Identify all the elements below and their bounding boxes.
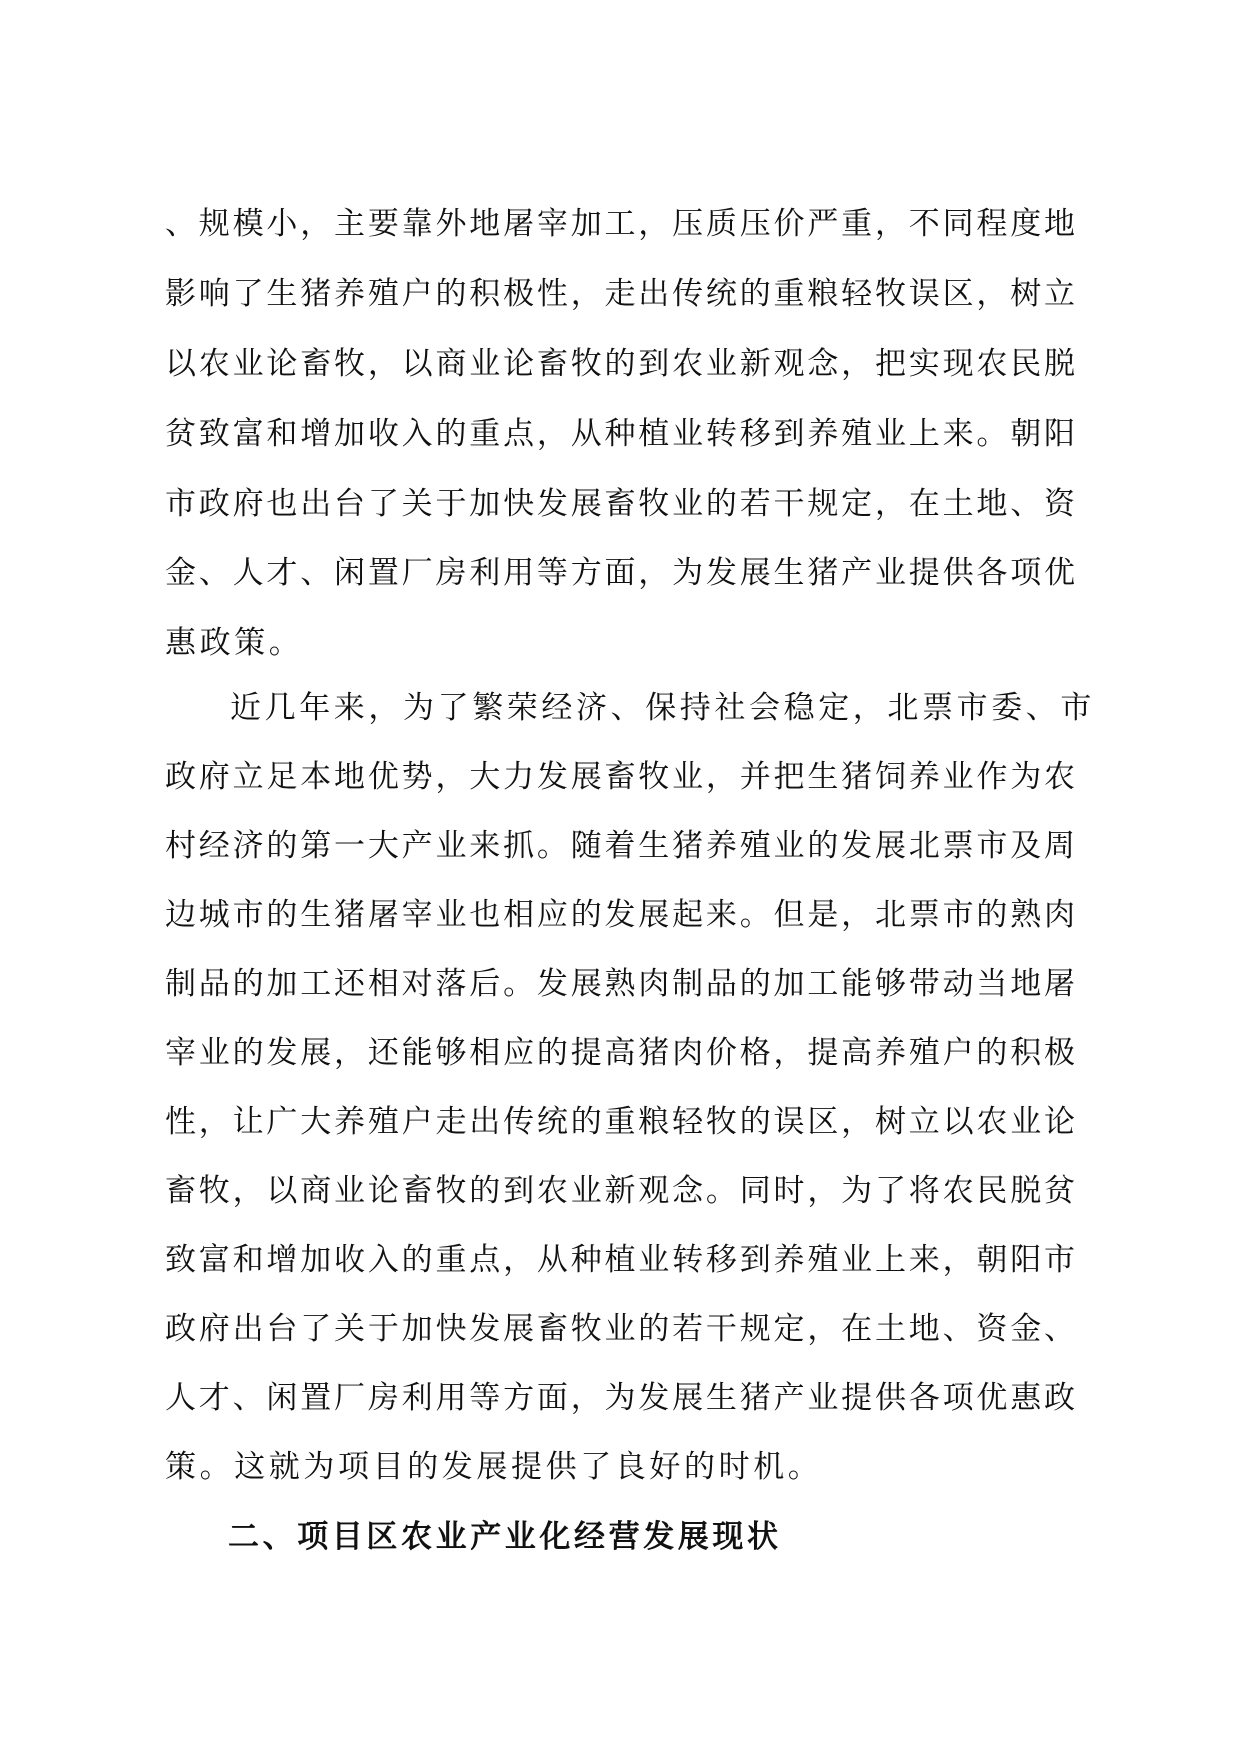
paragraph-2-line-2: 政府立足本地优势，大力发展畜牧业，并把生猪饲养业作为农: [165, 759, 1075, 795]
paragraph-1-line-5: 市政府也出台了关于加快发展畜牧业的若干规定，在土地、资: [165, 486, 1075, 522]
paragraph-2-line-11: 人才、闲置厂房利用等方面，为发展生猪产业提供各项优惠政: [165, 1380, 1075, 1416]
paragraph-2-line-9: 致富和增加收入的重点，从种植业转移到养殖业上来，朝阳市: [165, 1242, 1075, 1278]
paragraph-2-line-7: 性，让广大养殖户走出传统的重粮轻牧的误区，树立以农业论: [165, 1104, 1075, 1140]
paragraph-1-line-2: 影响了生猪养殖户的积极性，走出传统的重粮轻牧误区，树立: [165, 276, 1075, 312]
paragraph-2-line-5: 制品的加工还相对落后。发展熟肉制品的加工能够带动当地屠: [165, 966, 1075, 1002]
paragraph-1-line-1: 、规模小，主要靠外地屠宰加工，压质压价严重，不同程度地: [165, 206, 1075, 242]
section-heading: 二、项目区农业产业化经营发展现状: [228, 1519, 782, 1555]
paragraph-1-line-4: 贫致富和增加收入的重点，从种植业转移到养殖业上来。朝阳: [165, 416, 1075, 452]
paragraph-1-line-6: 金、人才、闲置厂房利用等方面，为发展生猪产业提供各项优: [165, 555, 1075, 591]
paragraph-2-line-3: 村经济的第一大产业来抓。随着生猪养殖业的发展北票市及周: [165, 828, 1075, 864]
paragraph-1-line-7: 惠政策。: [165, 625, 304, 661]
paragraph-2-line-10: 政府出台了关于加快发展畜牧业的若干规定，在土地、资金、: [165, 1311, 1075, 1347]
paragraph-1-line-3: 以农业论畜牧，以商业论畜牧的到农业新观念，把实现农民脱: [165, 346, 1075, 382]
paragraph-2-line-1: 近几年来，为了繁荣经济、保持社会稳定，北票市委、市: [230, 690, 1095, 726]
paragraph-2-line-6: 宰业的发展，还能够相应的提高猪肉价格，提高养殖户的积极: [165, 1035, 1075, 1071]
paragraph-2-line-4: 边城市的生猪屠宰业也相应的发展起来。但是，北票市的熟肉: [165, 897, 1075, 933]
paragraph-2-line-8: 畜牧，以商业论畜牧的到农业新观念。同时，为了将农民脱贫: [165, 1173, 1075, 1209]
paragraph-2-line-12: 策。这就为项目的发展提供了良好的时机。: [165, 1449, 823, 1485]
